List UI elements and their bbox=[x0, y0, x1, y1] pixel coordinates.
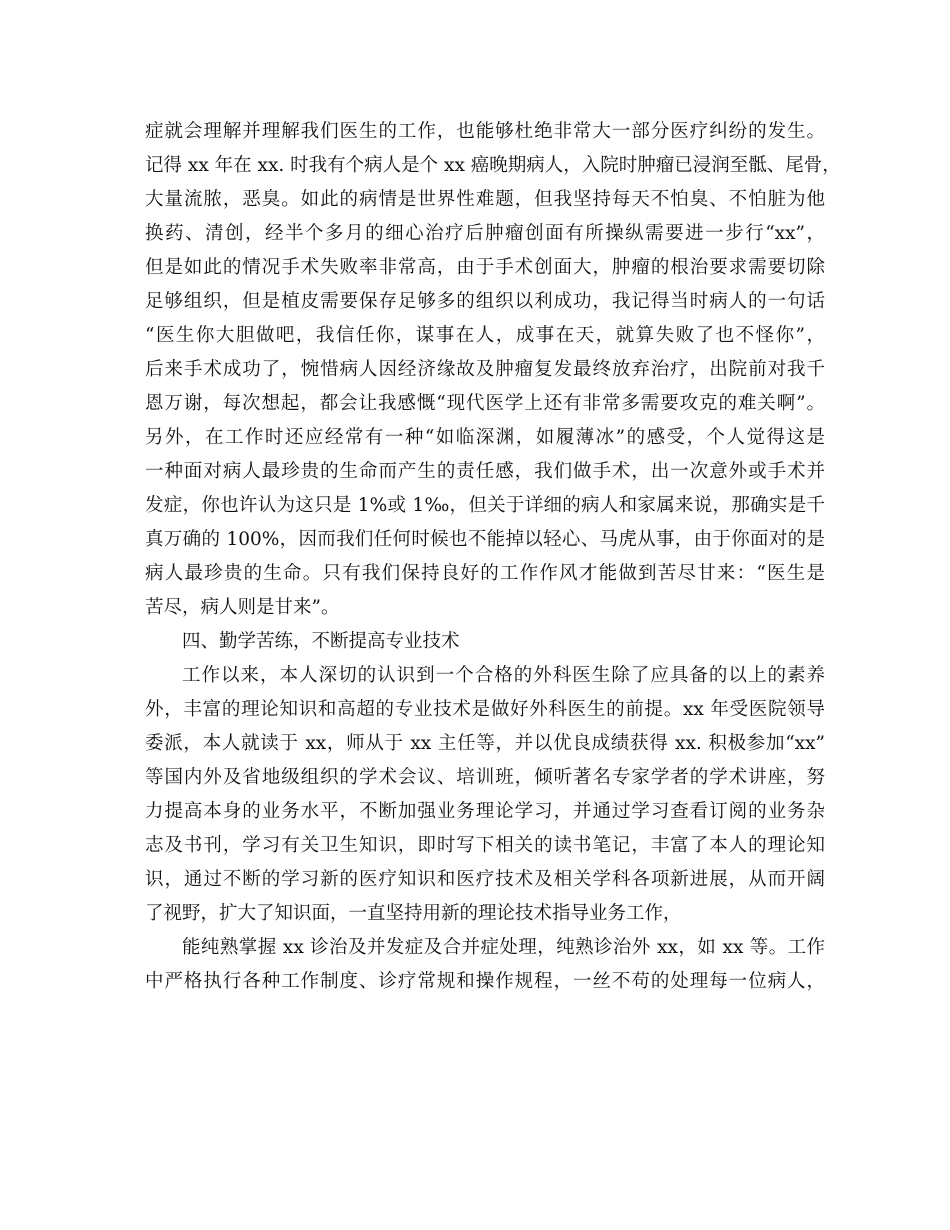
text-line: 外，丰富的理论知识和高超的专业技术是做好外科医生的前提。xx 年受医院领导 bbox=[145, 699, 825, 720]
text-line: “医生你大胆做吧，我信任你，谋事在人，成事在天，就算失败了也不怪你”， bbox=[145, 325, 825, 346]
text-line: 识，通过不断的学习新的医疗知识和医疗技术及相关学科各项新进展，从而开阔 bbox=[145, 869, 825, 890]
text-line: 记得 xx 年在 xx. 时我有个病人是个 xx 癌晚期病人，入院时肿瘤已浸润至骶、尾骨， bbox=[145, 155, 841, 176]
text-line: 志及书刊，学习有关卫生知识，即时写下相关的读书笔记，丰富了本人的理论知 bbox=[145, 835, 825, 856]
text-line: 另外，在工作时还应经常有一种“如临深渊，如履薄冰”的感受，个人觉得这是 bbox=[145, 427, 825, 448]
section-heading: 四、勤学苦练，不断提高专业技术 bbox=[182, 631, 460, 652]
text-line: 等国内外及省地级组织的学术会议、培训班，倾听著名专家学者的学术讲座，努 bbox=[145, 767, 825, 788]
text-line: 真万确的 100%，因而我们任何时候也不能掉以轻心、马虎从事，由于你面对的是 bbox=[145, 529, 825, 550]
text-line: 大量流脓，恶臭。如此的病情是世界性难题，但我坚持每天不怕臭、不怕脏为他 bbox=[145, 189, 825, 210]
text-line: 恩万谢，每次想起，都会让我感慨“现代医学上还有非常多需要攻克的难关啊”。 bbox=[145, 393, 825, 414]
text-line: 中严格执行各种工作制度、诊疗常规和操作规程，一丝不苟的处理每一位病人， bbox=[145, 971, 825, 992]
paragraph-first-line: 工作以来，本人深切的认识到一个合格的外科医生除了应具备的以上的素养 bbox=[182, 665, 825, 686]
text-line: 病人最珍贵的生命。只有我们保持良好的工作作风才能做到苦尽甘来：“医生是 bbox=[145, 563, 825, 584]
text-line: 足够组织，但是植皮需要保存足够多的组织以利成功，我记得当时病人的一句话 bbox=[145, 291, 825, 312]
document-body bbox=[145, 115, 841, 999]
paragraph-first-line: 能纯熟掌握 xx 诊治及并发症及合并症处理，纯熟诊治外 xx，如 xx 等。工作 bbox=[182, 937, 825, 958]
text-line: 症就会理解并理解我们医生的工作，也能够杜绝非常大一部分医疗纠纷的发生。 bbox=[145, 121, 825, 142]
text-line: 换药、清创，经半个多月的细心治疗后肿瘤创面有所操纵需要进一步行“xx”， bbox=[145, 223, 825, 244]
text-line: 苦尽，病人则是甘来”。 bbox=[145, 597, 340, 618]
text-line: 了视野，扩大了知识面，一直坚持用新的理论技术指导业务工作， bbox=[145, 903, 682, 924]
text-line: 力提高本身的业务水平，不断加强业务理论学习，并通过学习查看订阅的业务杂 bbox=[145, 801, 825, 822]
text-line: 一种面对病人最珍贵的生命而产生的责任感，我们做手术，出一次意外或手术并 bbox=[145, 461, 825, 482]
text-line: 但是如此的情况手术失败率非常高，由于手术创面大，肿瘤的根治要求需要切除 bbox=[145, 257, 825, 278]
text-line: 后来手术成功了，惋惜病人因经济缘故及肿瘤复发最终放弃治疗，出院前对我千 bbox=[145, 359, 825, 380]
text-line: 发症，你也许认为这只是 1%或 1‰，但关于详细的病人和家属来说，那确实是千 bbox=[145, 495, 825, 516]
text-line: 委派，本人就读于 xx，师从于 xx 主任等，并以优良成绩获得 xx. 积极参加“xx” bbox=[145, 733, 825, 754]
